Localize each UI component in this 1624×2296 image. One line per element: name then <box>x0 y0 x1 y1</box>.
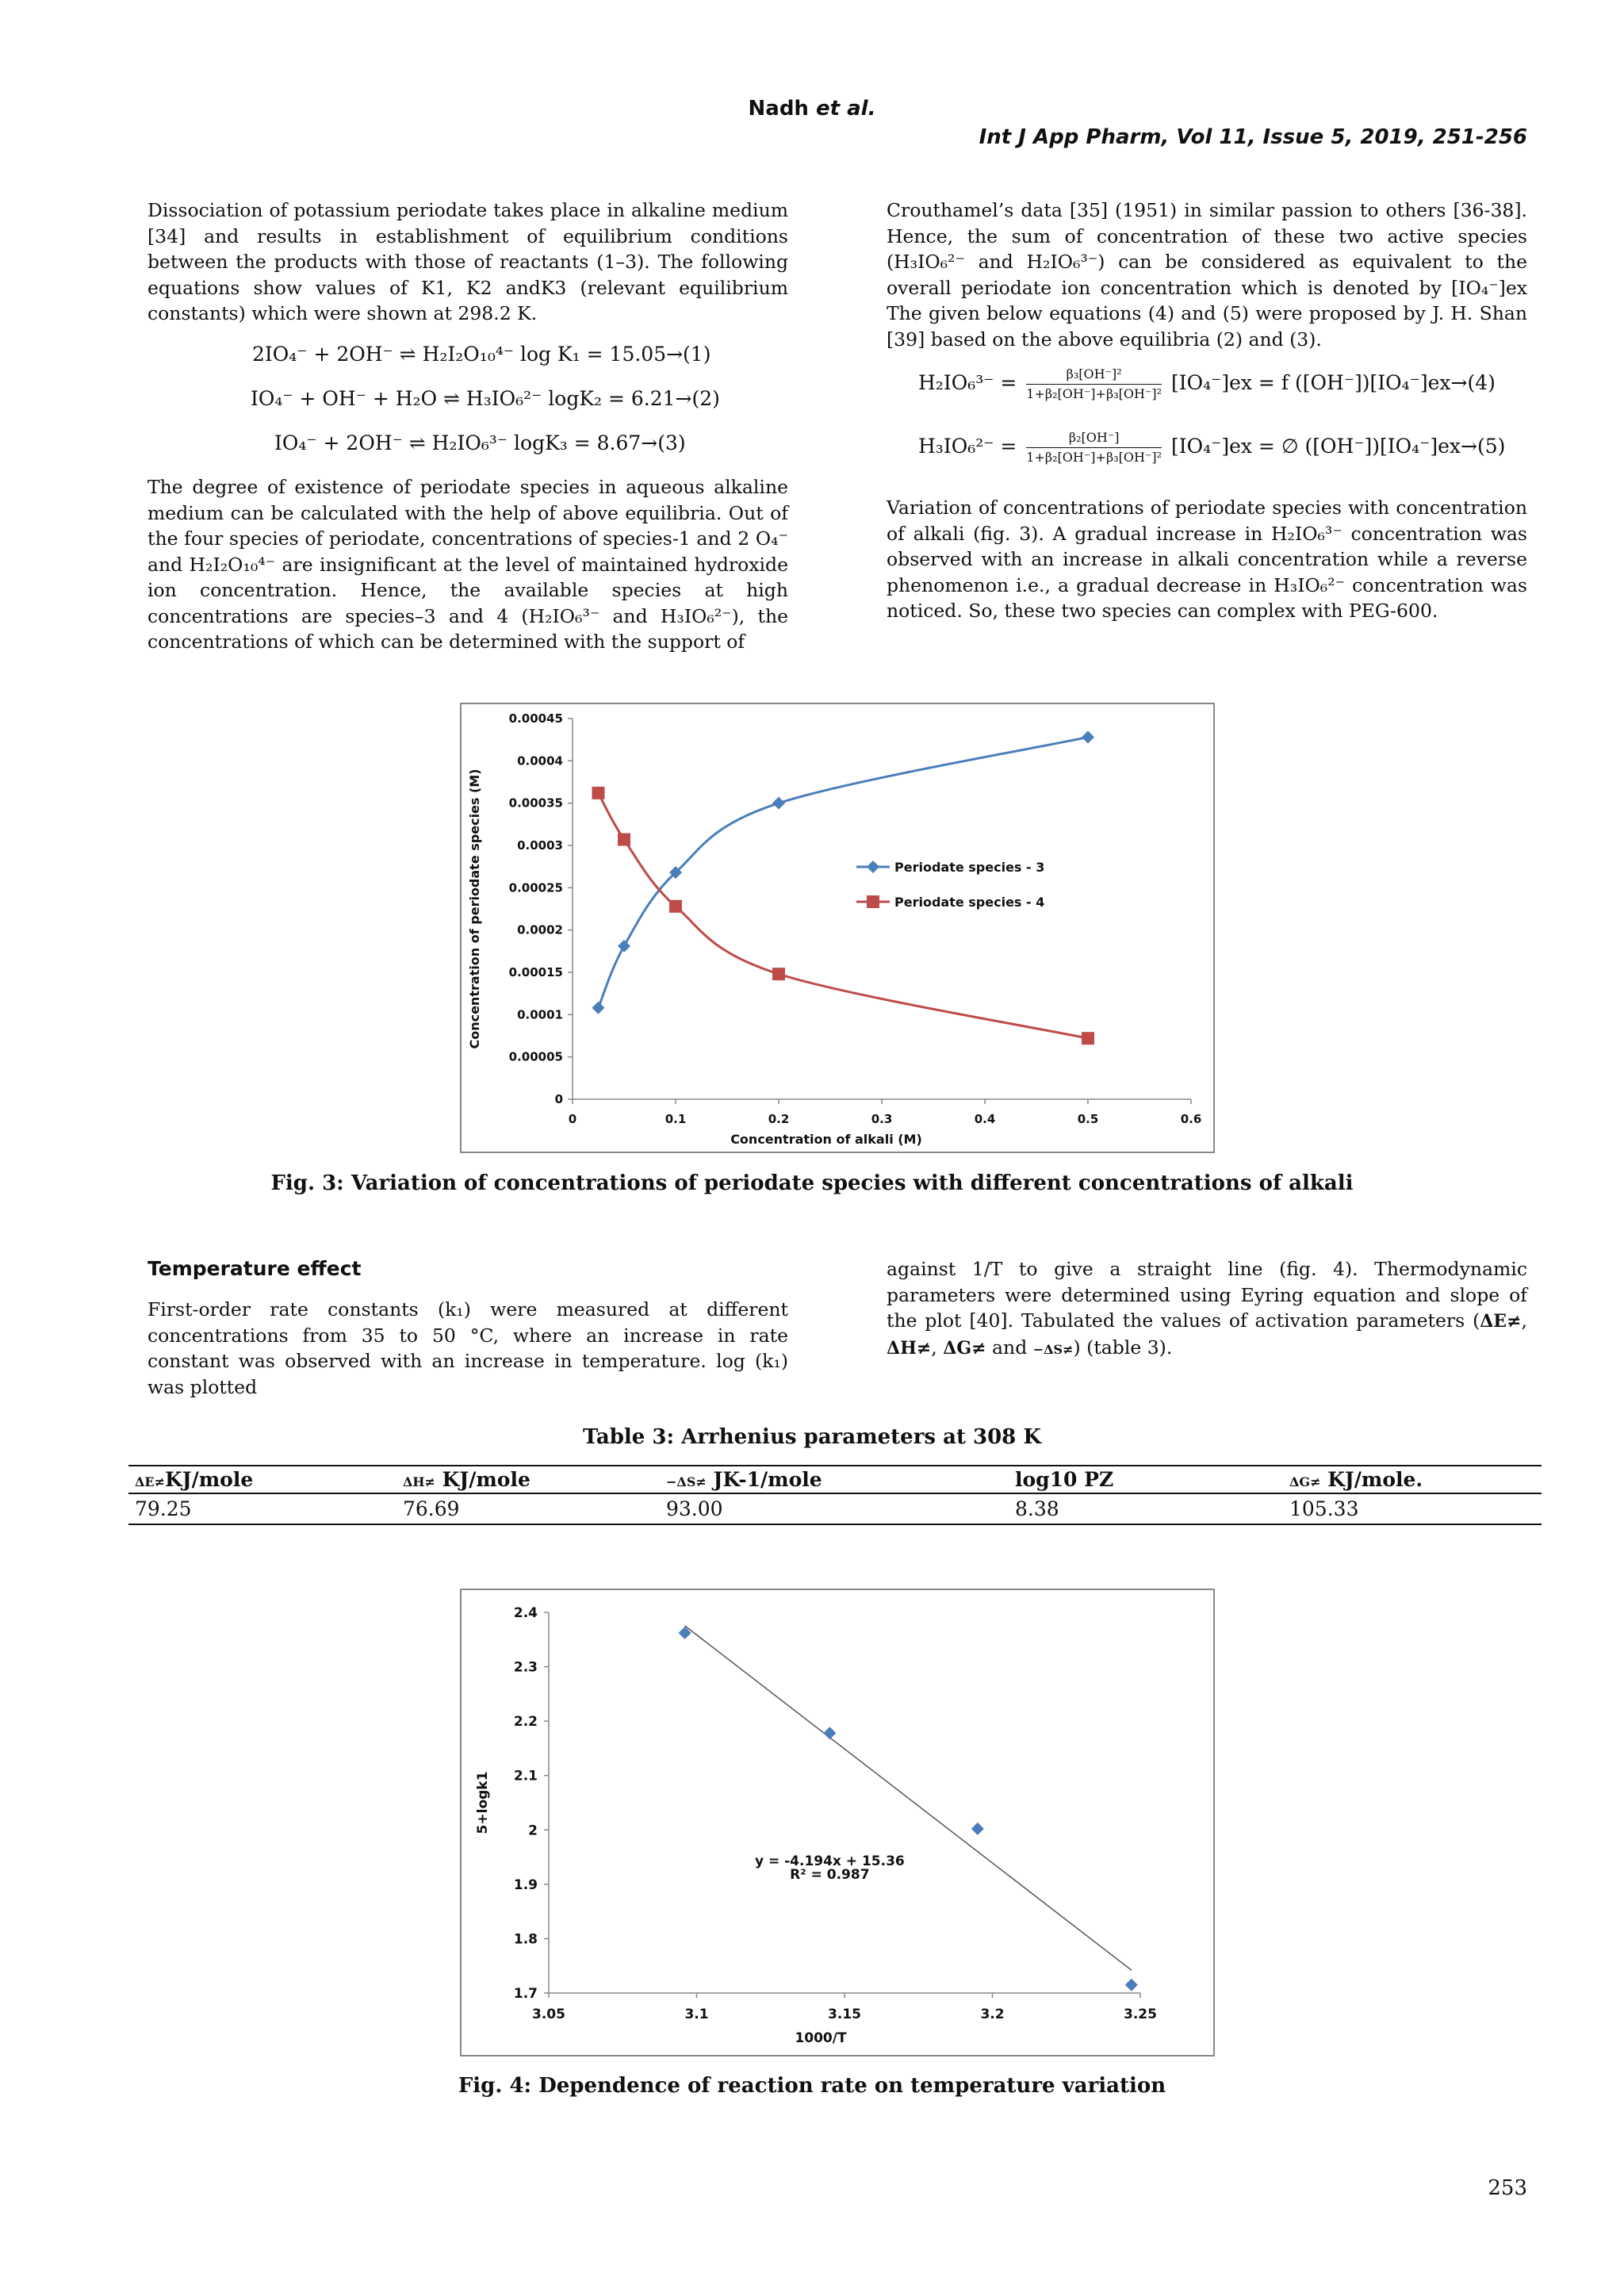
y-tick-label: 2 <box>528 1823 538 1839</box>
x-tick-label: 0.4 <box>974 1112 996 1126</box>
x-tick-label: 3.25 <box>1124 2007 1157 2022</box>
section-heading: Temperature effect <box>147 1257 362 1280</box>
y-tick-label: 1.8 <box>513 1931 538 1948</box>
x-tick-label: 0.2 <box>768 1112 790 1126</box>
paragraph: Crouthamel’s data [35] (1951) in similar passion to others [36-38]. Hence, the sum of concentration of these two active species (H₃IO₆²⁻ and H₂IO₆³⁻) can be considered as equivalent to the overall periodate ion concentration which is denoted by [IO₄⁻]ex The given below equations (4) and (5) were proposed by J. H. Shan [39] based on the above equilibria (2) and (3). <box>887 199 1527 351</box>
y-tick-label: 2.2 <box>513 1714 538 1731</box>
data-point <box>772 797 785 810</box>
y-tick-label: 2.3 <box>513 1659 538 1676</box>
equation-5: H₃IO₆²⁻ = $\frac{\text{β₂[OH⁻]}}{\text{1+β₂[OH⁻]+β₃[OH⁻]²}}$ [IO₄⁻]ex = ∅ ([OH⁻])[IO₄⁻]ex→(5) <box>918 430 1506 465</box>
paragraph: The degree of existence of periodate species in aqueous alkaline medium can be calculated with the help of above equilibria. Out of the four species of periodate, concentrations of species-1 and 2 O₄⁻ and H₂I₂O₁₀⁴⁻ are insignificant at the level of maintained hydroxide ion concentration. Hence, the available species at high concentrations are species–3 and 4 (H₂IO₆³⁻ and H₃IO₆²⁻), the concentrations of which can be determined with the support of <box>147 476 788 653</box>
trendline-equation: y = -4.194x + 15.36 <box>754 1853 905 1869</box>
table-cell: 76.69 <box>396 1493 660 1524</box>
y-axis-label: 5+logk1 <box>475 1771 491 1834</box>
left-column-lower <box>147 474 788 655</box>
y-tick-label: 0.0003 <box>517 838 563 853</box>
data-point <box>618 834 630 846</box>
fraction: $\frac{\text{β₂[OH⁻]}}{\text{1+β₂[OH⁻]+β₃[OH⁻]²}}$ <box>1026 430 1162 465</box>
running-author: Nadh et al. <box>748 97 876 121</box>
fraction: $\frac{\text{β₃[OH⁻]²}}{\text{1+β₂[OH⁻]+β₃[OH⁻]²}}$ <box>1026 366 1162 401</box>
data-point <box>867 861 879 873</box>
trendline <box>685 1626 1132 1970</box>
x-axis-label: Concentration of alkali (M) <box>730 1132 922 1147</box>
y-tick-label: 0.0004 <box>517 753 563 769</box>
figure-3-caption: Fig. 3: Variation of concentrations of periodate species with different concentrations of alkali <box>270 1171 1354 1195</box>
y-tick-label: 0.00015 <box>508 965 563 979</box>
data-point <box>772 968 785 980</box>
data-point <box>592 787 605 799</box>
x-tick-label: 0.6 <box>1180 1112 1202 1126</box>
table-cell: 8.38 <box>1009 1493 1283 1524</box>
header-cell: log10 PZ <box>1009 1466 1283 1493</box>
page-number: 253 <box>1488 2176 1527 2200</box>
figure-4-frame <box>460 1589 1215 2056</box>
figure-4-caption: Fig. 4: Dependence of reaction rate on temperature variation <box>458 2074 1166 2098</box>
x-tick-label: 3.15 <box>828 2007 861 2022</box>
table-3-title: Table 3: Arrhenius parameters at 308 K <box>583 1425 1041 1449</box>
y-tick-label: 0.00045 <box>508 711 563 726</box>
figure-3-frame <box>460 703 1215 1153</box>
table-cell: 93.00 <box>660 1493 1009 1524</box>
r-squared-label: R² = 0.987 <box>790 1867 870 1883</box>
legend-label: Periodate species - 3 <box>894 860 1045 875</box>
paragraph: Dissociation of potassium periodate takes place in alkaline medium [34] and results in establishment of equilibrium conditions between the products with those of reactants (1–3). The following equations show values of K1, K2 andK3 (relevant equilibrium constants) which were shown at 298.2 K. <box>147 199 788 324</box>
y-tick-label: 0.0001 <box>517 1007 563 1022</box>
y-tick-label: 2.1 <box>513 1768 538 1784</box>
data-point <box>592 1002 605 1014</box>
header-cell: −ΔS≠ JK-1/mole <box>660 1466 1009 1493</box>
y-tick-label: 1.9 <box>513 1876 538 1893</box>
y-tick-label: 0.0002 <box>517 922 563 937</box>
running-journal: Int J App Pharm, Vol 11, Issue 5, 2019, 251-256 <box>979 125 1527 149</box>
figure-3-chart <box>462 704 1213 1152</box>
y-tick-label: 0.00025 <box>508 880 563 895</box>
data-point <box>618 940 630 953</box>
table-3 <box>128 1465 1542 1525</box>
equation-3: IO₄⁻ + 2OH⁻ ⇌ H₂IO₆³⁻ logK₃ = 8.67→(3) <box>274 431 686 454</box>
x-axis-label: 1000/T <box>795 2030 847 2046</box>
data-point <box>867 895 879 908</box>
left-column <box>147 197 788 327</box>
x-tick-label: 0 <box>568 1112 577 1126</box>
header-cell: ΔE≠KJ/mole <box>128 1466 396 1493</box>
x-tick-label: 3.1 <box>684 2007 709 2022</box>
y-tick-label: 0.00005 <box>508 1049 563 1064</box>
x-tick-label: 3.2 <box>980 2007 1005 2022</box>
data-point <box>1082 1032 1094 1045</box>
y-tick-label: 1.7 <box>513 1986 538 2002</box>
temperature-right-paragraph: against 1/T to give a straight line (fig. 4). Thermodynamic parameters were determined using Eyring equation and slope of the plot [40]. Tabulated the values of activation parameters (ΔE≠, ΔH≠, ΔG≠ and −ΔS≠) (table 3). <box>887 1258 1527 1359</box>
header-cell: ΔH≠ KJ/mole <box>396 1466 660 1493</box>
equation-2: IO₄⁻ + OH⁻ + H₂O ⇌ H₃IO₆²⁻ logK₂ = 6.21→(2) <box>251 387 720 410</box>
equation-4: H₂IO₆³⁻ = $\frac{\text{β₃[OH⁻]²}}{\text{1+β₂[OH⁻]+β₃[OH⁻]²}}$ [IO₄⁻]ex = f ([OH⁻])[IO₄⁻]ex→(4) <box>918 366 1496 401</box>
table-cell: 79.25 <box>128 1493 396 1524</box>
table-header-row <box>128 1466 1542 1493</box>
right-column <box>887 197 1527 352</box>
x-tick-label: 0.3 <box>871 1112 893 1126</box>
series-line <box>599 793 1089 1038</box>
data-point <box>971 1823 984 1835</box>
x-tick-label: 3.05 <box>532 2007 565 2022</box>
data-point <box>669 900 682 913</box>
header-cell: ΔG≠ KJ/mole. <box>1283 1466 1542 1493</box>
equation-1: 2IO₄⁻ + 2OH⁻ ⇌ H₂I₂O₁₀⁴⁻ log K₁ = 15.05→(1) <box>252 343 711 366</box>
y-tick-label: 0 <box>554 1092 563 1106</box>
y-tick-label: 0.00035 <box>508 795 563 811</box>
figure-4-chart <box>462 1590 1213 2055</box>
table-row <box>128 1493 1542 1524</box>
right-column-lower <box>887 495 1527 624</box>
data-point <box>1082 730 1094 743</box>
data-point <box>1125 1979 1138 1991</box>
data-point <box>823 1727 836 1739</box>
paragraph: Variation of concentrations of periodate species with concentration of alkali (fig. 3). A gradual increase in H₂IO₆³⁻ concentration was observed with an increase in alkali concentration while a reverse phenomenon i.e., a gradual decrease in H₃IO₆²⁻ concentration was noticed. So, these two species can complex with PEG-600. <box>887 496 1527 622</box>
y-tick-label: 2.4 <box>513 1605 538 1621</box>
x-tick-label: 0.1 <box>665 1112 687 1126</box>
x-tick-label: 0.5 <box>1077 1112 1099 1126</box>
temperature-left-paragraph: First-order rate constants (k₁) were measured at different concentrations from 35 to 50 °C, where an increase in rate constant was observed with an increase in temperature. log (k₁) was plotted <box>147 1298 788 1398</box>
table-cell: 105.33 <box>1283 1493 1542 1524</box>
y-axis-label: Concentration of periodate species (M) <box>467 769 482 1049</box>
legend-label: Periodate species - 4 <box>894 895 1045 910</box>
